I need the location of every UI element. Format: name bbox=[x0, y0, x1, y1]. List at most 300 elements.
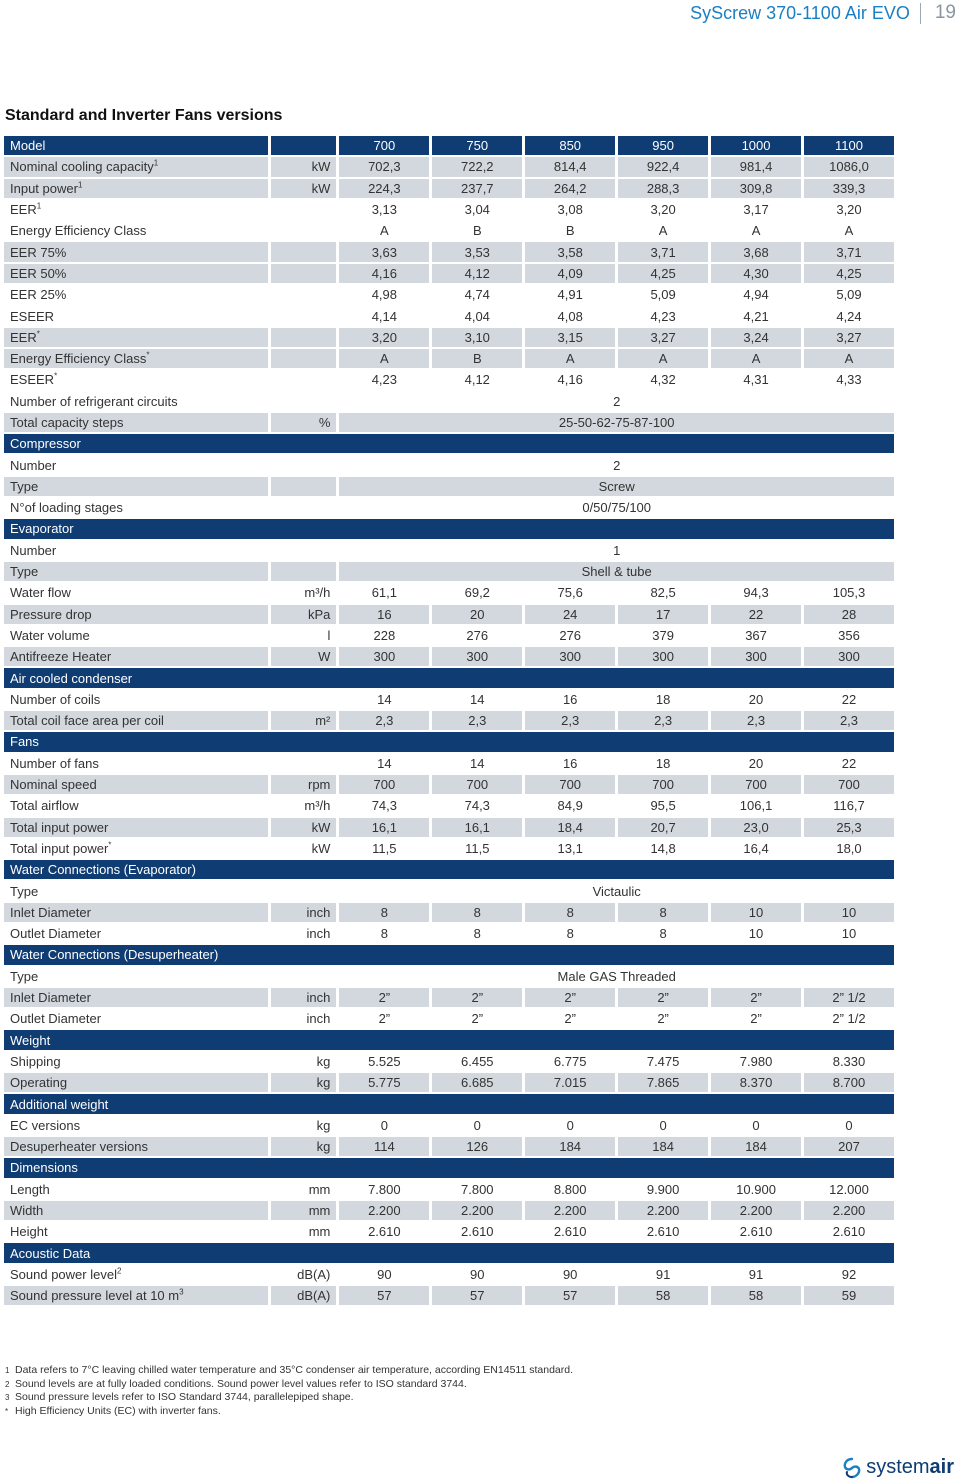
value-cell: 3,27 bbox=[804, 328, 894, 347]
value-cell: 2.610 bbox=[804, 1222, 894, 1241]
value-cell: 0 bbox=[711, 1116, 801, 1135]
value-cell: 3,17 bbox=[711, 200, 801, 219]
value-cell: 20 bbox=[432, 605, 522, 624]
model-column-header: 950 bbox=[618, 136, 708, 155]
value-cell: 10 bbox=[711, 924, 801, 943]
table-row bbox=[4, 349, 894, 368]
value-cell: 300 bbox=[432, 647, 522, 666]
row-label-text: EER bbox=[10, 329, 37, 345]
row-label bbox=[4, 796, 268, 815]
systemair-swirl-icon bbox=[841, 1457, 863, 1479]
value-cell: 2,3 bbox=[618, 711, 708, 730]
row-label-text: Compressor bbox=[10, 436, 81, 452]
value-cell: 2” bbox=[618, 1009, 708, 1028]
value-cell: 7.800 bbox=[432, 1180, 522, 1199]
value-cell: 10 bbox=[804, 924, 894, 943]
row-label-text: Outlet Diameter bbox=[10, 1011, 102, 1027]
value-cell-merged: 2 bbox=[339, 392, 894, 411]
value-cell: 14 bbox=[432, 754, 522, 773]
unit-cell bbox=[271, 967, 337, 986]
value-cell: 4,32 bbox=[618, 370, 708, 389]
value-cell: 2” bbox=[432, 988, 522, 1007]
unit-cell bbox=[271, 221, 337, 240]
value-cell: 84,9 bbox=[525, 796, 615, 815]
row-label bbox=[4, 413, 268, 432]
value-cell: 309,8 bbox=[711, 179, 801, 198]
row-label bbox=[4, 647, 268, 666]
table-row bbox=[4, 775, 894, 794]
value-cell: 8.330 bbox=[804, 1052, 894, 1071]
section-heading bbox=[4, 860, 894, 879]
value-cell: 3,68 bbox=[711, 242, 801, 261]
row-label bbox=[4, 924, 268, 943]
row-label bbox=[4, 285, 268, 304]
value-cell: 10.900 bbox=[711, 1180, 801, 1199]
value-cell: 2.200 bbox=[618, 1201, 708, 1220]
table-row bbox=[4, 839, 894, 858]
value-cell: 5,09 bbox=[618, 285, 708, 304]
value-cell: 8.700 bbox=[804, 1073, 894, 1092]
value-cell: 4,16 bbox=[339, 264, 429, 283]
row-label bbox=[4, 349, 268, 368]
table-row bbox=[4, 455, 894, 474]
value-cell: 7.475 bbox=[618, 1052, 708, 1071]
table-row bbox=[4, 370, 894, 389]
value-cell: 14,8 bbox=[618, 839, 708, 858]
unit-cell bbox=[271, 306, 337, 325]
section-header-row bbox=[4, 732, 894, 751]
value-cell-merged: 25-50-62-75-87-100 bbox=[339, 413, 894, 432]
footnote-marker: 3 bbox=[179, 1287, 184, 1297]
row-label-text: Total airflow bbox=[10, 798, 79, 814]
row-label bbox=[4, 1009, 268, 1028]
value-cell: 6.775 bbox=[525, 1052, 615, 1071]
value-cell: 3,63 bbox=[339, 242, 429, 261]
section-heading bbox=[4, 1030, 894, 1049]
value-cell: A bbox=[711, 349, 801, 368]
row-label bbox=[4, 988, 268, 1007]
row-label bbox=[4, 967, 268, 986]
value-cell: 981,4 bbox=[711, 157, 801, 176]
value-cell: 700 bbox=[525, 775, 615, 794]
row-label bbox=[4, 1222, 268, 1241]
section-header-row bbox=[4, 1243, 894, 1262]
table-row bbox=[4, 221, 894, 240]
value-cell: 90 bbox=[525, 1265, 615, 1284]
unit-cell bbox=[271, 370, 337, 389]
value-cell: 2” bbox=[339, 1009, 429, 1028]
value-cell: 207 bbox=[804, 1137, 894, 1156]
value-cell: 2” 1/2 bbox=[804, 988, 894, 1007]
value-cell: 58 bbox=[618, 1286, 708, 1305]
value-cell: 74,3 bbox=[339, 796, 429, 815]
value-cell: 9.900 bbox=[618, 1180, 708, 1199]
value-cell: 14 bbox=[339, 754, 429, 773]
row-label-text: Nominal speed bbox=[10, 777, 97, 793]
section-header-row bbox=[4, 434, 894, 453]
table-row bbox=[4, 1286, 894, 1305]
model-column-header: 750 bbox=[432, 136, 522, 155]
footnote-text: Data refers to 7°C leaving chilled water temperature and 35°C condenser air temperature, according EN14511 standard. bbox=[15, 1364, 574, 1376]
unit-cell: l bbox=[271, 626, 337, 645]
value-cell: 1086,0 bbox=[804, 157, 894, 176]
row-label bbox=[4, 370, 268, 389]
value-cell: 3,20 bbox=[339, 328, 429, 347]
row-label bbox=[4, 1201, 268, 1220]
value-cell: 8 bbox=[525, 903, 615, 922]
row-label-text: ESEER bbox=[10, 308, 55, 324]
section-heading bbox=[4, 1094, 894, 1113]
value-cell: 2.610 bbox=[525, 1222, 615, 1241]
value-cell: 0 bbox=[339, 1116, 429, 1135]
row-label bbox=[4, 541, 268, 560]
value-cell: 92 bbox=[804, 1265, 894, 1284]
row-label bbox=[4, 1116, 268, 1135]
footnote bbox=[5, 1391, 573, 1405]
row-label-text: Dimensions bbox=[10, 1160, 78, 1176]
value-cell: 2” bbox=[618, 988, 708, 1007]
table-row bbox=[4, 881, 894, 900]
table-row bbox=[4, 1073, 894, 1092]
value-cell: 4,25 bbox=[804, 264, 894, 283]
value-cell: 16,4 bbox=[711, 839, 801, 858]
row-label-text: Additional weight bbox=[10, 1096, 109, 1112]
footnote bbox=[5, 1405, 573, 1419]
value-cell: 11,5 bbox=[339, 839, 429, 858]
value-cell: 17 bbox=[618, 605, 708, 624]
table-row bbox=[4, 754, 894, 773]
value-cell: A bbox=[339, 221, 429, 240]
page-header bbox=[690, 0, 960, 26]
value-cell: 184 bbox=[618, 1137, 708, 1156]
unit-cell: kW bbox=[271, 839, 337, 858]
unit-cell: m² bbox=[271, 711, 337, 730]
row-label-text: Water Connections (Desuperheater) bbox=[10, 947, 219, 963]
value-cell: 2.200 bbox=[339, 1201, 429, 1220]
table-row bbox=[4, 690, 894, 709]
value-cell-merged: 1 bbox=[339, 541, 894, 560]
value-cell: 3,08 bbox=[525, 200, 615, 219]
value-cell: 300 bbox=[618, 647, 708, 666]
value-cell: 28 bbox=[804, 605, 894, 624]
row-label bbox=[4, 562, 268, 581]
unit-cell bbox=[271, 455, 337, 474]
value-cell: 24 bbox=[525, 605, 615, 624]
row-label-text: Energy Efficiency Class bbox=[10, 351, 147, 367]
value-cell: 2” bbox=[711, 1009, 801, 1028]
section-heading bbox=[4, 1243, 894, 1262]
value-cell: 2,3 bbox=[525, 711, 615, 730]
footnote-mark: 2 bbox=[5, 1379, 10, 1389]
row-label-text: Type bbox=[10, 478, 39, 494]
unit-cell: mm bbox=[271, 1222, 337, 1241]
value-cell: 25,3 bbox=[804, 818, 894, 837]
model-column-header: 700 bbox=[339, 136, 429, 155]
unit-cell bbox=[271, 328, 337, 347]
row-label-text: Evaporator bbox=[10, 521, 74, 537]
value-cell: 224,3 bbox=[339, 179, 429, 198]
unit-cell bbox=[271, 690, 337, 709]
value-cell: 4,12 bbox=[432, 264, 522, 283]
value-cell: 2.200 bbox=[711, 1201, 801, 1220]
value-cell: A bbox=[618, 349, 708, 368]
value-cell: 16 bbox=[525, 690, 615, 709]
value-cell: 339,3 bbox=[804, 179, 894, 198]
value-cell: 106,1 bbox=[711, 796, 801, 815]
row-label bbox=[4, 455, 268, 474]
value-cell: 20 bbox=[711, 690, 801, 709]
value-cell: 2.610 bbox=[339, 1222, 429, 1241]
value-cell: 700 bbox=[804, 775, 894, 794]
value-cell: 922,4 bbox=[618, 157, 708, 176]
footnote-marker: * bbox=[146, 350, 150, 360]
row-label-text: Total input power bbox=[10, 840, 109, 856]
value-cell: 18 bbox=[618, 754, 708, 773]
value-cell: 4,23 bbox=[618, 306, 708, 325]
value-cell: 58 bbox=[711, 1286, 801, 1305]
value-cell: 2” bbox=[711, 988, 801, 1007]
value-cell: 22 bbox=[804, 754, 894, 773]
value-cell: 6.685 bbox=[432, 1073, 522, 1092]
row-label bbox=[4, 690, 268, 709]
row-label bbox=[4, 1137, 268, 1156]
footnote-marker: * bbox=[54, 372, 58, 382]
row-label bbox=[4, 605, 268, 624]
row-label-text: Inlet Diameter bbox=[10, 990, 91, 1006]
row-label bbox=[4, 179, 268, 198]
value-cell: 7.865 bbox=[618, 1073, 708, 1092]
row-label bbox=[4, 200, 268, 219]
table-row bbox=[4, 477, 894, 496]
value-cell: 16,1 bbox=[432, 818, 522, 837]
section-heading bbox=[4, 434, 894, 453]
value-cell: 2” 1/2 bbox=[804, 1009, 894, 1028]
value-cell: 59 bbox=[804, 1286, 894, 1305]
row-label-text: EC versions bbox=[10, 1117, 81, 1133]
value-cell: 700 bbox=[432, 775, 522, 794]
value-cell: 3,27 bbox=[618, 328, 708, 347]
logo-text-air: air bbox=[929, 1456, 954, 1478]
value-cell: 700 bbox=[711, 775, 801, 794]
row-label-text: Air cooled condenser bbox=[10, 670, 133, 686]
value-cell: 4,12 bbox=[432, 370, 522, 389]
row-label-text: Type bbox=[10, 564, 39, 580]
value-cell: 700 bbox=[618, 775, 708, 794]
unit-cell: W bbox=[271, 647, 337, 666]
row-label bbox=[4, 1052, 268, 1071]
row-label bbox=[4, 1180, 268, 1199]
page-number: 19 bbox=[934, 2, 956, 23]
table-row bbox=[4, 647, 894, 666]
value-cell: 12.000 bbox=[804, 1180, 894, 1199]
row-label bbox=[4, 136, 268, 155]
section-header-row bbox=[4, 668, 894, 687]
value-cell: 16 bbox=[525, 754, 615, 773]
footnote-text: High Efficiency Units (EC) with inverter fans. bbox=[15, 1404, 221, 1417]
value-cell: 4,74 bbox=[432, 285, 522, 304]
value-cell: 82,5 bbox=[618, 583, 708, 602]
footnote-marker: 1 bbox=[153, 159, 159, 169]
value-cell: 2.610 bbox=[618, 1222, 708, 1241]
row-label-text: Width bbox=[10, 1202, 44, 1218]
table-row bbox=[4, 306, 894, 325]
value-cell: 8 bbox=[618, 924, 708, 943]
row-label bbox=[4, 903, 268, 922]
row-label-text: Shipping bbox=[10, 1053, 61, 1069]
row-label bbox=[4, 711, 268, 730]
value-cell-merged: 2 bbox=[339, 455, 894, 474]
value-cell: 3,24 bbox=[711, 328, 801, 347]
unit-cell: dB(A) bbox=[271, 1265, 337, 1284]
unit-cell: m³/h bbox=[271, 583, 337, 602]
value-cell: 356 bbox=[804, 626, 894, 645]
value-cell: 91 bbox=[618, 1265, 708, 1284]
row-label bbox=[4, 839, 268, 858]
row-label-text: Desuperheater versions bbox=[10, 1139, 149, 1155]
model-header-row bbox=[4, 136, 894, 155]
model-column-header: 1100 bbox=[804, 136, 894, 155]
value-cell: 4,94 bbox=[711, 285, 801, 304]
table-row bbox=[4, 1201, 894, 1220]
value-cell: 0 bbox=[525, 1116, 615, 1135]
unit-cell bbox=[271, 264, 337, 283]
value-cell: 8 bbox=[339, 924, 429, 943]
document-title: SyScrew 370-1100 Air EVO bbox=[690, 3, 921, 24]
row-label-text: Energy Efficiency Class bbox=[10, 223, 147, 239]
row-label-text: Antifreeze Heater bbox=[10, 649, 112, 665]
value-cell: 4,25 bbox=[618, 264, 708, 283]
row-label bbox=[4, 498, 268, 517]
value-cell: 5,09 bbox=[804, 285, 894, 304]
value-cell: 22 bbox=[804, 690, 894, 709]
table-row bbox=[4, 1222, 894, 1241]
footnote-mark: 3 bbox=[5, 1393, 10, 1402]
unit-cell: inch bbox=[271, 988, 337, 1007]
unit-cell bbox=[271, 881, 337, 900]
section-heading bbox=[4, 1158, 894, 1177]
unit-cell: dB(A) bbox=[271, 1286, 337, 1305]
row-label-text: Total input power bbox=[10, 819, 109, 835]
row-label-text: Water volume bbox=[10, 627, 90, 643]
row-label-text: Number of coils bbox=[10, 691, 101, 707]
value-cell: 20,7 bbox=[618, 818, 708, 837]
value-cell: 4,16 bbox=[525, 370, 615, 389]
value-cell: 3,10 bbox=[432, 328, 522, 347]
footnote-marker: 1 bbox=[36, 201, 42, 211]
value-cell: 90 bbox=[432, 1265, 522, 1284]
table-row bbox=[4, 711, 894, 730]
value-cell: 3,13 bbox=[339, 200, 429, 219]
footnote-marker: 1 bbox=[77, 180, 83, 190]
row-label bbox=[4, 328, 268, 347]
unit-cell: kg bbox=[271, 1052, 337, 1071]
row-label bbox=[4, 881, 268, 900]
value-cell: 2,3 bbox=[339, 711, 429, 730]
footnote-marker: 2 bbox=[116, 1266, 122, 1276]
value-cell-merged: Screw bbox=[339, 477, 894, 496]
value-cell: 75,6 bbox=[525, 583, 615, 602]
value-cell: 2,3 bbox=[804, 711, 894, 730]
value-cell: 3,20 bbox=[618, 200, 708, 219]
unit-cell: mm bbox=[271, 1201, 337, 1220]
value-cell-merged: Shell & tube bbox=[339, 562, 894, 581]
value-cell: 74,3 bbox=[432, 796, 522, 815]
row-label-text: Total coil face area per coil bbox=[10, 713, 164, 729]
section-title: Standard and Inverter Fans versions bbox=[5, 107, 283, 124]
footnote-marker: * bbox=[36, 329, 40, 339]
value-cell: 22 bbox=[711, 605, 801, 624]
section-header-row bbox=[4, 1030, 894, 1049]
row-label bbox=[4, 583, 268, 602]
value-cell: 3,04 bbox=[432, 200, 522, 219]
row-label-text: EER 50% bbox=[10, 265, 67, 281]
unit-cell bbox=[271, 562, 337, 581]
value-cell: 2,3 bbox=[711, 711, 801, 730]
row-label-text: Type bbox=[10, 883, 39, 899]
value-cell: 4,08 bbox=[525, 306, 615, 325]
value-cell: 2,3 bbox=[432, 711, 522, 730]
unit-cell: kW bbox=[271, 179, 337, 198]
section-header-row bbox=[4, 519, 894, 538]
table-row bbox=[4, 392, 894, 411]
table-row bbox=[4, 562, 894, 581]
value-cell: 8 bbox=[618, 903, 708, 922]
row-label bbox=[4, 306, 268, 325]
value-cell: 4,23 bbox=[339, 370, 429, 389]
table-row bbox=[4, 796, 894, 815]
table-row bbox=[4, 605, 894, 624]
footnote-mark: 1 bbox=[5, 1366, 10, 1375]
row-label-text: Outlet Diameter bbox=[10, 926, 102, 942]
value-cell: 10 bbox=[804, 903, 894, 922]
table-row bbox=[4, 1116, 894, 1135]
value-cell: 2.610 bbox=[711, 1222, 801, 1241]
unit-cell: % bbox=[271, 413, 337, 432]
value-cell: 3,20 bbox=[804, 200, 894, 219]
section-heading bbox=[4, 668, 894, 687]
row-label-text: Sound power level bbox=[10, 1266, 117, 1282]
value-cell: 4,31 bbox=[711, 370, 801, 389]
value-cell: 95,5 bbox=[618, 796, 708, 815]
value-cell: 7.800 bbox=[339, 1180, 429, 1199]
value-cell: 20 bbox=[711, 754, 801, 773]
value-cell: 14 bbox=[432, 690, 522, 709]
value-cell: 8 bbox=[432, 924, 522, 943]
value-cell: 4,98 bbox=[339, 285, 429, 304]
table-row bbox=[4, 1052, 894, 1071]
row-label-text: EER bbox=[10, 202, 37, 218]
unit-cell: rpm bbox=[271, 775, 337, 794]
value-cell: 90 bbox=[339, 1265, 429, 1284]
specifications-table bbox=[1, 134, 897, 1307]
value-cell: 114 bbox=[339, 1137, 429, 1156]
value-cell: 14 bbox=[339, 690, 429, 709]
value-cell: 3,58 bbox=[525, 242, 615, 261]
value-cell: 61,1 bbox=[339, 583, 429, 602]
value-cell: A bbox=[618, 221, 708, 240]
footnote-text: Sound levels are at fully loaded conditions. Sound power level values refer to ISO standard 3744. bbox=[15, 1377, 467, 1390]
value-cell: 8 bbox=[339, 903, 429, 922]
unit-cell: inch bbox=[271, 924, 337, 943]
unit-cell: inch bbox=[271, 903, 337, 922]
value-cell: 4,91 bbox=[525, 285, 615, 304]
row-label bbox=[4, 157, 268, 176]
value-cell: 700 bbox=[339, 775, 429, 794]
value-cell: 367 bbox=[711, 626, 801, 645]
row-label-text: Operating bbox=[10, 1075, 68, 1091]
row-label-text: Length bbox=[10, 1181, 50, 1197]
value-cell: 264,2 bbox=[525, 179, 615, 198]
